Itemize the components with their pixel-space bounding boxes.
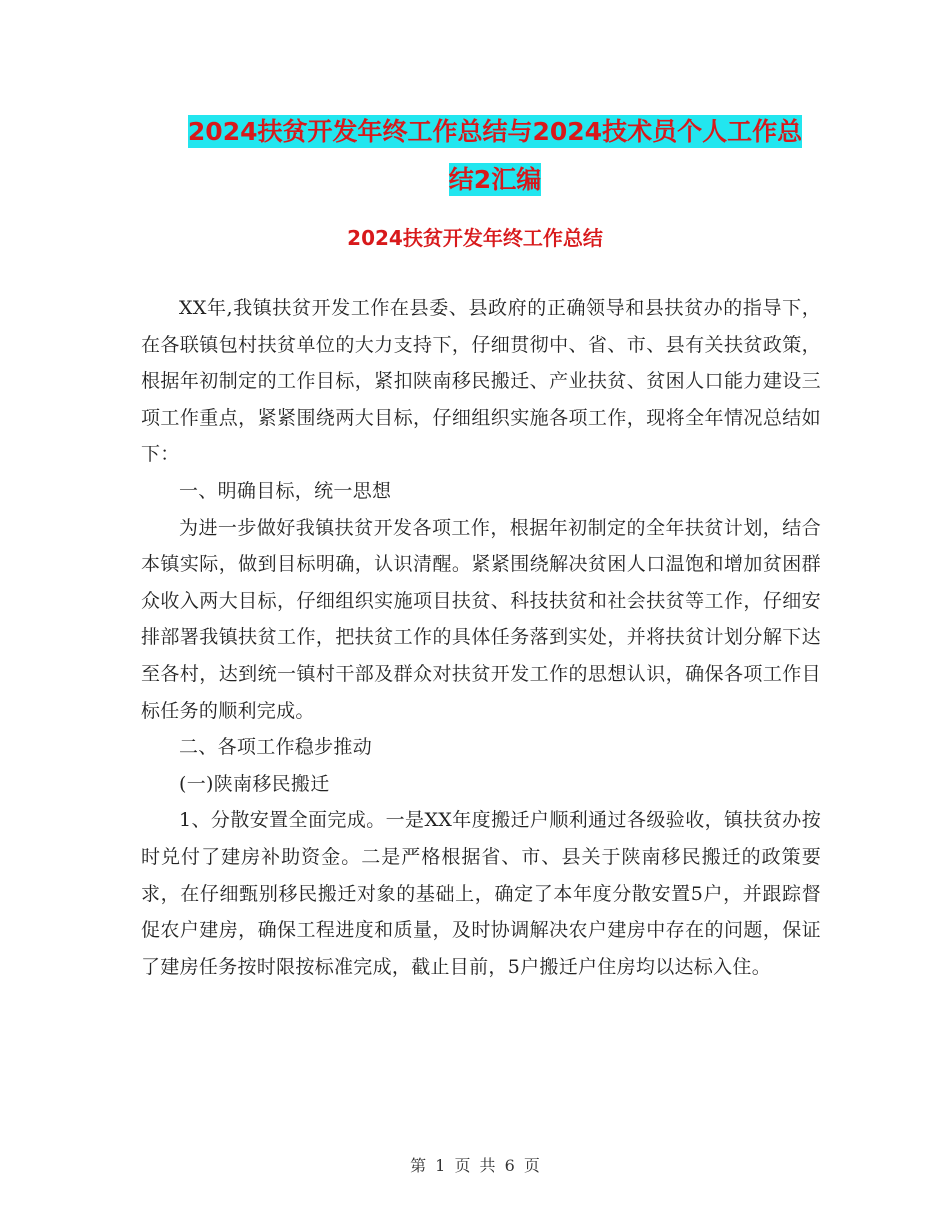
- body-paragraph: 为进一步做好我镇扶贫开发各项工作，根据年初制定的全年扶贫计划，结合本镇实际，做到目标明确，认识清醒。紧紧围绕解决贫困人口温饱和增加贫困群众收入两大目标，仔细组织实施项目扶贫、科技扶贫和社会扶贫等工作，仔细安排部署我镇扶贫工作，把扶贫工作的具体任务落到实处，并将扶贫计划分解下达至各村，达到统一镇村干部及群众对扶贫开发工作的思想认识，确保各项工作目标任务的顺利完成。: [141, 516, 821, 722]
- body-heading: 二、各项工作稳步推动: [179, 736, 373, 759]
- document-body: [141, 290, 821, 985]
- title-line-2: 结2汇编: [448, 165, 542, 194]
- page-number: 第 1 页 共 6 页: [410, 1156, 540, 1175]
- section-title: 2024扶贫开发年终工作总结: [347, 226, 603, 250]
- document-title: [120, 108, 870, 204]
- title-line-1: 2024扶贫开发年终工作总结与2024技术员个人工作总: [187, 117, 803, 146]
- body-subheading: (一)陕南移民搬迁: [179, 772, 330, 795]
- body-heading: 一、明确目标，统一思想: [179, 479, 392, 502]
- body-paragraph: 1、分散安置全面完成。一是XX年度搬迁户顺利通过各级验收，镇扶贫办按时兑付了建房补助资金。二是严格根据省、市、县关于陕南移民搬迁的政策要求，在仔细甄别移民搬迁对象的基础上，确定了本年度分散安置5户，并跟踪督促农户建房，确保工程进度和质量，及时协调解决农户建房中存在的问题，保证了建房任务按时限按标准完成，截止目前，5户搬迁户住房均以达标入住。: [141, 809, 821, 978]
- body-paragraph: XX年,我镇扶贫开发工作在县委、县政府的正确领导和县扶贫办的指导下，在各联镇包村扶贫单位的大力支持下，仔细贯彻中、省、市、县有关扶贫政策，根据年初制定的工作目标，紧扣陕南移民搬迁、产业扶贫、贫困人口能力建设三项工作重点，紧紧围绕两大目标，仔细组织实施各项工作，现将全年情况总结如下：: [141, 297, 821, 466]
